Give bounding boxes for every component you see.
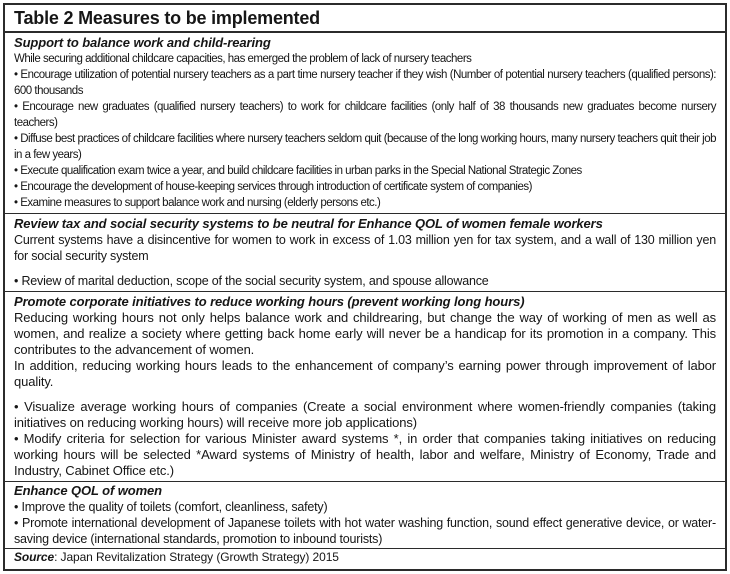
paragraph: In addition, reducing working hours leads to the enhancement of company’s earning power through improvement of labor quality. — [14, 358, 716, 389]
paragraph: Reducing working hours not only helps balance work and childrearing, but change the way of working of men as well as women, and realize a society where getting back home early will never be a handicap for its promotion in a company. This contributes to the advancement of women. — [14, 310, 716, 357]
section-work-childrearing — [5, 33, 725, 214]
source-label: Source — [14, 550, 55, 564]
section-tax-social-security — [5, 214, 725, 292]
section-working-hours — [5, 292, 725, 482]
section-heading-working-hours: Promote corporate initiatives to reduce working hours (prevent working long hours) — [14, 294, 525, 309]
source-note — [5, 549, 725, 565]
paragraph: While securing additional childcare capacities, has emerged the problem of lack of nursery teachers — [14, 53, 472, 65]
paragraph: Current systems have a disincentive for women to work in excess of 1.03 million yen for tax system, and a wall of 130 million yen for social security system — [14, 233, 716, 263]
bullet-item: • Encourage utilization of potential nursery teachers as a part time nursery teacher if they wish (Number of potential nursery teachers (qualified persons): 600 thousands — [14, 69, 716, 97]
source-text: : Japan Revitalization Strategy (Growth Strategy) 2015 — [54, 550, 339, 564]
section-heading-work-childrearing: Support to balance work and child-rearing — [14, 35, 271, 50]
bullet-item: • Improve the quality of toilets (comfort, cleanliness, safety) — [14, 500, 328, 514]
bullet-item: • Visualize average working hours of companies (Create a social environment where women-friendly companies (taking initiatives on reducing working hours) will receive more job applications) — [14, 399, 716, 430]
bullet-item: • Modify criteria for selection for various Minister award systems *, in order that companies taking initiatives on reducing working hours will be selected *Award systems of Ministry of health, labor and welfare, Ministry of Economy, Trade and Industry, Cabinet Office etc.) — [14, 431, 716, 478]
bullet-item: • Examine measures to support balance work and nursing (elderly persons etc.) — [14, 197, 381, 209]
bullet-item: • Promote international development of Japanese toilets with hot water washing function, sound effect generative device, or water-saving device (international standards, promotion to inbound tourists) — [14, 516, 716, 546]
bullet-item: • Encourage new graduates (qualified nursery teachers) to work for childcare facilities (only half of 38 thousands new graduates become nursery teachers) — [14, 101, 716, 129]
section-heading-tax-social-security: Review tax and social security systems to be neutral for Enhance QOL of women female workers — [14, 216, 603, 231]
section-heading-qol-women: Enhance QOL of women — [14, 483, 163, 498]
measures-table — [3, 3, 727, 571]
bullet-item: • Execute qualification exam twice a year, and build childcare facilities in urban parks in the Special National Strategic Zones — [14, 165, 582, 177]
bullet-item: • Review of marital deduction, scope of the social security system, and spouse allowance — [14, 274, 489, 288]
section-qol-women — [5, 482, 725, 549]
bullet-item: • Diffuse best practices of childcare facilities where nursery teachers seldom quit (because of the long working hours, many nursery teachers quit their job in a few years) — [14, 133, 716, 161]
table-title: Table 2 Measures to be implemented — [5, 5, 725, 33]
bullet-item: • Encourage the development of house-keeping services through introduction of certificate system of companies) — [14, 181, 532, 193]
